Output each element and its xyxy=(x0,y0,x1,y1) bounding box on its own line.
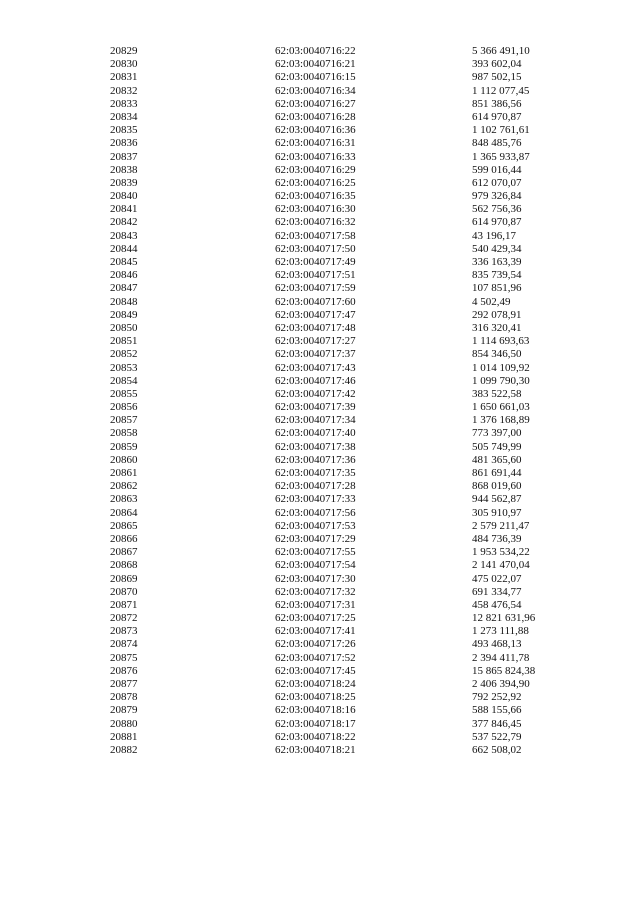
cadastral-number-cell: 62:03:0040717:43 xyxy=(275,361,356,374)
row-number-cell: 20852 xyxy=(110,348,138,361)
amount-cell: 835 739,54 xyxy=(472,269,522,282)
amount-cell: 43 196,17 xyxy=(472,229,516,242)
amount-cell: 588 155,66 xyxy=(472,704,522,717)
amount-cell: 12 821 631,96 xyxy=(472,612,536,625)
row-number-cell: 20865 xyxy=(110,519,138,532)
cadastral-number-cell: 62:03:0040717:52 xyxy=(275,651,356,664)
cadastral-number-cell: 62:03:0040716:30 xyxy=(275,203,356,216)
row-number-cell: 20850 xyxy=(110,321,138,334)
cadastral-number-cell: 62:03:0040717:59 xyxy=(275,282,356,295)
cadastral-number-cell: 62:03:0040717:36 xyxy=(275,453,356,466)
amount-cell: 599 016,44 xyxy=(472,163,522,176)
cadastral-number-cell: 62:03:0040717:51 xyxy=(275,269,356,282)
table-row xyxy=(0,731,640,744)
table-row xyxy=(0,230,640,243)
amount-cell: 107 851,96 xyxy=(472,282,522,295)
amount-cell: 614 970,87 xyxy=(472,110,522,123)
amount-cell: 773 397,00 xyxy=(472,427,522,440)
row-number-cell: 20871 xyxy=(110,598,138,611)
cadastral-number-cell: 62:03:0040718:25 xyxy=(275,691,356,704)
table-row xyxy=(0,58,640,71)
amount-cell: 383 522,58 xyxy=(472,387,522,400)
cadastral-number-cell: 62:03:0040717:34 xyxy=(275,414,356,427)
cadastral-number-cell: 62:03:0040717:37 xyxy=(275,348,356,361)
amount-cell: 612 070,07 xyxy=(472,176,522,189)
cadastral-number-cell: 62:03:0040717:31 xyxy=(275,598,356,611)
table-row xyxy=(0,533,640,546)
cadastral-number-cell: 62:03:0040716:28 xyxy=(275,110,356,123)
table-row xyxy=(0,427,640,440)
table-row xyxy=(0,612,640,625)
row-number-cell: 20830 xyxy=(110,58,138,71)
cadastral-number-cell: 62:03:0040716:33 xyxy=(275,150,356,163)
amount-cell: 537 522,79 xyxy=(472,730,522,743)
cadastral-number-cell: 62:03:0040718:21 xyxy=(275,743,356,756)
table-row xyxy=(0,401,640,414)
row-number-cell: 20858 xyxy=(110,427,138,440)
cadastral-number-cell: 62:03:0040718:17 xyxy=(275,717,356,730)
cadastral-number-cell: 62:03:0040717:25 xyxy=(275,612,356,625)
row-number-cell: 20833 xyxy=(110,97,138,110)
table-row xyxy=(0,177,640,190)
cadastral-number-cell: 62:03:0040717:53 xyxy=(275,519,356,532)
cadastral-number-cell: 62:03:0040717:38 xyxy=(275,440,356,453)
amount-cell: 1 099 790,30 xyxy=(472,374,530,387)
cadastral-number-cell: 62:03:0040717:26 xyxy=(275,638,356,651)
row-number-cell: 20851 xyxy=(110,335,138,348)
row-number-cell: 20838 xyxy=(110,163,138,176)
table-row xyxy=(0,203,640,216)
row-number-cell: 20857 xyxy=(110,414,138,427)
table-row xyxy=(0,269,640,282)
table-row xyxy=(0,164,640,177)
cadastral-number-cell: 62:03:0040717:50 xyxy=(275,242,356,255)
table-row xyxy=(0,665,640,678)
table-row xyxy=(0,111,640,124)
amount-cell: 1 376 168,89 xyxy=(472,414,530,427)
row-number-cell: 20844 xyxy=(110,242,138,255)
table-row xyxy=(0,718,640,731)
table-row xyxy=(0,559,640,572)
cadastral-number-cell: 62:03:0040717:42 xyxy=(275,387,356,400)
cadastral-number-cell: 62:03:0040716:27 xyxy=(275,97,356,110)
table-row xyxy=(0,493,640,506)
cadastral-number-cell: 62:03:0040717:32 xyxy=(275,585,356,598)
row-number-cell: 20879 xyxy=(110,704,138,717)
table-row xyxy=(0,71,640,84)
row-number-cell: 20837 xyxy=(110,150,138,163)
cadastral-number-cell: 62:03:0040716:25 xyxy=(275,176,356,189)
cadastral-number-cell: 62:03:0040717:56 xyxy=(275,506,356,519)
amount-cell: 475 022,07 xyxy=(472,572,522,585)
row-number-cell: 20864 xyxy=(110,506,138,519)
table-row xyxy=(0,124,640,137)
cadastral-number-cell: 62:03:0040717:28 xyxy=(275,480,356,493)
cadastral-number-cell: 62:03:0040718:24 xyxy=(275,678,356,690)
table-row xyxy=(0,652,640,665)
table-row xyxy=(0,98,640,111)
row-number-cell: 20869 xyxy=(110,572,138,585)
row-number-cell: 20831 xyxy=(110,71,138,84)
cadastral-number-cell: 62:03:0040717:35 xyxy=(275,467,356,479)
table-row xyxy=(0,362,640,375)
table-row xyxy=(0,467,640,480)
cadastral-number-cell: 62:03:0040716:22 xyxy=(275,45,356,57)
amount-cell: 2 394 411,78 xyxy=(472,651,530,664)
row-number-cell: 20874 xyxy=(110,638,138,651)
amount-cell: 1 953 534,22 xyxy=(472,546,530,559)
row-number-cell: 20880 xyxy=(110,717,138,730)
amount-cell: 1 102 761,61 xyxy=(472,124,530,137)
cadastral-number-cell: 62:03:0040717:45 xyxy=(275,664,356,677)
amount-cell: 2 141 470,04 xyxy=(472,559,530,572)
table-row xyxy=(0,190,640,203)
table-row xyxy=(0,151,640,164)
cadastral-number-cell: 62:03:0040717:47 xyxy=(275,308,356,321)
table-row xyxy=(0,282,640,295)
table xyxy=(0,45,640,757)
amount-cell: 1 650 661,03 xyxy=(472,401,530,414)
amount-cell: 505 749,99 xyxy=(472,440,522,453)
table-row xyxy=(0,586,640,599)
table-row xyxy=(0,45,640,58)
amount-cell: 15 865 824,38 xyxy=(472,664,536,677)
row-number-cell: 20876 xyxy=(110,664,138,677)
cadastral-number-cell: 62:03:0040716:34 xyxy=(275,84,356,97)
amount-cell: 614 970,87 xyxy=(472,216,522,229)
amount-cell: 868 019,60 xyxy=(472,480,522,493)
amount-cell: 848 485,76 xyxy=(472,137,522,150)
cadastral-number-cell: 62:03:0040717:39 xyxy=(275,401,356,414)
row-number-cell: 20848 xyxy=(110,295,138,308)
row-number-cell: 20842 xyxy=(110,216,138,229)
amount-cell: 5 366 491,10 xyxy=(472,45,530,57)
row-number-cell: 20861 xyxy=(110,467,138,479)
amount-cell: 316 320,41 xyxy=(472,321,522,334)
row-number-cell: 20878 xyxy=(110,691,138,704)
amount-cell: 458 476,54 xyxy=(472,598,522,611)
row-number-cell: 20875 xyxy=(110,651,138,664)
amount-cell: 979 326,84 xyxy=(472,190,522,203)
table-row xyxy=(0,375,640,388)
table-row xyxy=(0,256,640,269)
table-row xyxy=(0,625,640,638)
cadastral-number-cell: 62:03:0040716:32 xyxy=(275,216,356,229)
cadastral-number-cell: 62:03:0040717:55 xyxy=(275,546,356,559)
table-row xyxy=(0,638,640,651)
row-number-cell: 20863 xyxy=(110,493,138,506)
row-number-cell: 20870 xyxy=(110,585,138,598)
row-number-cell: 20855 xyxy=(110,387,138,400)
amount-cell: 562 756,36 xyxy=(472,203,522,216)
table-row xyxy=(0,599,640,612)
cadastral-number-cell: 62:03:0040717:58 xyxy=(275,229,356,242)
row-number-cell: 20832 xyxy=(110,84,138,97)
cadastral-number-cell: 62:03:0040717:40 xyxy=(275,427,356,440)
table-row xyxy=(0,296,640,309)
amount-cell: 2 406 394,90 xyxy=(472,678,530,690)
row-number-cell: 20843 xyxy=(110,229,138,242)
table-row xyxy=(0,414,640,427)
amount-cell: 481 365,60 xyxy=(472,453,522,466)
amount-cell: 944 562,87 xyxy=(472,493,522,506)
cadastral-number-cell: 62:03:0040717:49 xyxy=(275,256,356,268)
row-number-cell: 20849 xyxy=(110,308,138,321)
cadastral-number-cell: 62:03:0040717:60 xyxy=(275,295,356,308)
table-row xyxy=(0,454,640,467)
amount-cell: 377 846,45 xyxy=(472,717,522,730)
table-row xyxy=(0,85,640,98)
table-row xyxy=(0,678,640,691)
row-number-cell: 20859 xyxy=(110,440,138,453)
amount-cell: 1 114 693,63 xyxy=(472,335,530,348)
amount-cell: 305 910,97 xyxy=(472,506,522,519)
cadastral-number-cell: 62:03:0040717:54 xyxy=(275,559,356,572)
row-number-cell: 20846 xyxy=(110,269,138,282)
row-number-cell: 20872 xyxy=(110,612,138,625)
amount-cell: 861 691,44 xyxy=(472,467,522,479)
amount-cell: 854 346,50 xyxy=(472,348,522,361)
cadastral-number-cell: 62:03:0040716:15 xyxy=(275,71,356,84)
amount-cell: 493 468,13 xyxy=(472,638,522,651)
cadastral-number-cell: 62:03:0040716:31 xyxy=(275,137,356,150)
table-row xyxy=(0,441,640,454)
cadastral-number-cell: 62:03:0040717:30 xyxy=(275,572,356,585)
row-number-cell: 20881 xyxy=(110,730,138,743)
cadastral-number-cell: 62:03:0040717:46 xyxy=(275,374,356,387)
row-number-cell: 20862 xyxy=(110,480,138,493)
amount-cell: 1 273 111,88 xyxy=(472,625,529,638)
table-row xyxy=(0,348,640,361)
cadastral-number-cell: 62:03:0040717:27 xyxy=(275,335,356,348)
amount-cell: 336 163,39 xyxy=(472,256,522,268)
amount-cell: 662 508,02 xyxy=(472,743,522,756)
cadastral-number-cell: 62:03:0040716:21 xyxy=(275,58,356,71)
amount-cell: 1 014 109,92 xyxy=(472,361,530,374)
row-number-cell: 20841 xyxy=(110,203,138,216)
row-number-cell: 20854 xyxy=(110,374,138,387)
row-number-cell: 20856 xyxy=(110,401,138,414)
table-row xyxy=(0,507,640,520)
row-number-cell: 20840 xyxy=(110,190,138,203)
row-number-cell: 20834 xyxy=(110,110,138,123)
table-row xyxy=(0,137,640,150)
cadastral-number-cell: 62:03:0040717:41 xyxy=(275,625,356,638)
row-number-cell: 20882 xyxy=(110,743,138,756)
amount-cell: 792 252,92 xyxy=(472,691,522,704)
table-row xyxy=(0,691,640,704)
table-row xyxy=(0,243,640,256)
cadastral-number-cell: 62:03:0040717:29 xyxy=(275,532,356,545)
table-row xyxy=(0,388,640,401)
amount-cell: 292 078,91 xyxy=(472,308,522,321)
table-row xyxy=(0,546,640,559)
cadastral-number-cell: 62:03:0040716:36 xyxy=(275,124,356,137)
row-number-cell: 20836 xyxy=(110,137,138,150)
amount-cell: 851 386,56 xyxy=(472,97,522,110)
table-row xyxy=(0,216,640,229)
table-row xyxy=(0,335,640,348)
cadastral-number-cell: 62:03:0040717:48 xyxy=(275,321,356,334)
cadastral-number-cell: 62:03:0040716:29 xyxy=(275,163,356,176)
row-number-cell: 20829 xyxy=(110,45,138,57)
row-number-cell: 20860 xyxy=(110,453,138,466)
row-number-cell: 20873 xyxy=(110,625,138,638)
cadastral-number-cell: 62:03:0040718:16 xyxy=(275,704,356,717)
cadastral-number-cell: 62:03:0040716:35 xyxy=(275,190,356,203)
amount-cell: 540 429,34 xyxy=(472,242,522,255)
cadastral-number-cell: 62:03:0040717:33 xyxy=(275,493,356,506)
row-number-cell: 20853 xyxy=(110,361,138,374)
cadastral-number-cell: 62:03:0040718:22 xyxy=(275,730,356,743)
amount-cell: 987 502,15 xyxy=(472,71,522,84)
amount-cell: 484 736,39 xyxy=(472,532,522,545)
table-row xyxy=(0,480,640,493)
amount-cell: 393 602,04 xyxy=(472,58,522,71)
table-row xyxy=(0,309,640,322)
row-number-cell: 20845 xyxy=(110,256,138,268)
amount-cell: 691 334,77 xyxy=(472,585,522,598)
row-number-cell: 20868 xyxy=(110,559,138,572)
row-number-cell: 20867 xyxy=(110,546,138,559)
row-number-cell: 20839 xyxy=(110,176,138,189)
row-number-cell: 20835 xyxy=(110,124,138,137)
table-row xyxy=(0,322,640,335)
amount-cell: 1 112 077,45 xyxy=(472,84,530,97)
row-number-cell: 20877 xyxy=(110,678,138,690)
table-row xyxy=(0,704,640,717)
amount-cell: 1 365 933,87 xyxy=(472,150,530,163)
amount-cell: 2 579 211,47 xyxy=(472,519,530,532)
row-number-cell: 20847 xyxy=(110,282,138,295)
table-row xyxy=(0,520,640,533)
amount-cell: 4 502,49 xyxy=(472,295,511,308)
table-row xyxy=(0,744,640,757)
row-number-cell: 20866 xyxy=(110,532,138,545)
table-row xyxy=(0,573,640,586)
